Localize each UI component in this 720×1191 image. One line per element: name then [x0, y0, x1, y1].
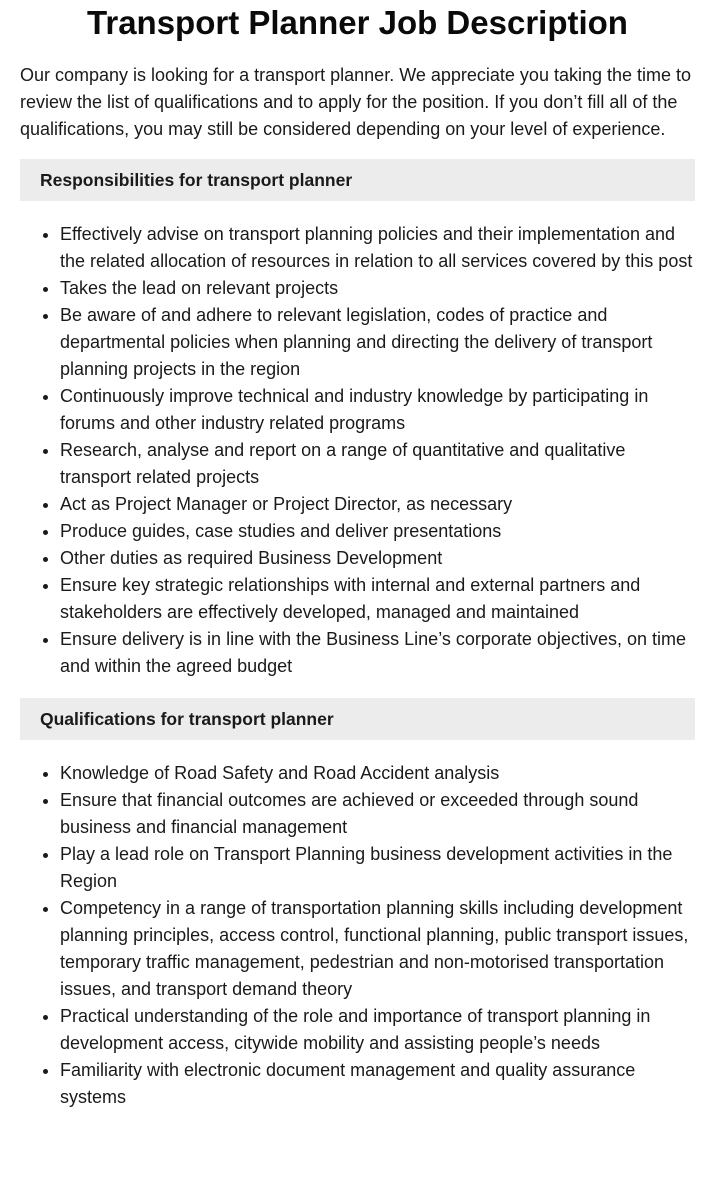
list-item: • Ensure that financial outcomes are achieved or exceeded through sound business and financial management [60, 787, 695, 841]
page-title: Transport Planner Job Description [87, 4, 628, 41]
list-item: • Research, analyse and report on a range of quantitative and qualitative transport related projects [60, 437, 695, 491]
list-item: • Knowledge of Road Safety and Road Accident analysis [60, 760, 695, 787]
list-item: • Competency in a range of transportation planning skills including development planning principles, access control, functional planning, public transport issues, temporary traffic management, pedestrian and non-motorised transportation issues, and transport demand theory [60, 895, 695, 1003]
list-item: • Ensure key strategic relationships with internal and external partners and stakeholders are effectively developed, managed and maintained [60, 572, 695, 626]
list-item: • Familiarity with electronic document management and quality assurance systems [60, 1057, 695, 1111]
list-item: • Takes the lead on relevant projects [60, 275, 695, 302]
list-item: • Be aware of and adhere to relevant legislation, codes of practice and departmental policies when planning and directing the delivery of transport planning projects in the region [60, 302, 695, 383]
list-item: • Act as Project Manager or Project Director, as necessary [60, 491, 695, 518]
list-item: • Other duties as required Business Development [60, 545, 695, 572]
list-item: • Produce guides, case studies and deliver presentations [60, 518, 695, 545]
responsibilities-list [20, 221, 695, 680]
list-item: • Continuously improve technical and industry knowledge by participating in forums and other industry related programs [60, 383, 695, 437]
qualifications-heading: Qualifications for transport planner [20, 698, 695, 740]
list-item: • Play a lead role on Transport Planning business development activities in the Region [60, 841, 695, 895]
intro-paragraph: Our company is looking for a transport planner. We appreciate you taking the time to review the list of qualifications and to apply for the position. If you don’t fill all of the qualifications, you may still be considered depending on your level of experience. [20, 65, 692, 139]
qualifications-list [20, 760, 695, 1111]
list-item: • Practical understanding of the role and importance of transport planning in development access, citywide mobility and assisting people’s needs [60, 1003, 695, 1057]
list-item: • Ensure delivery is in line with the Business Line’s corporate objectives, on time and within the agreed budget [60, 626, 695, 680]
responsibilities-heading: Responsibilities for transport planner [20, 159, 695, 201]
list-item: • Effectively advise on transport planning policies and their implementation and the related allocation of resources in relation to all services covered by this post [60, 221, 695, 275]
